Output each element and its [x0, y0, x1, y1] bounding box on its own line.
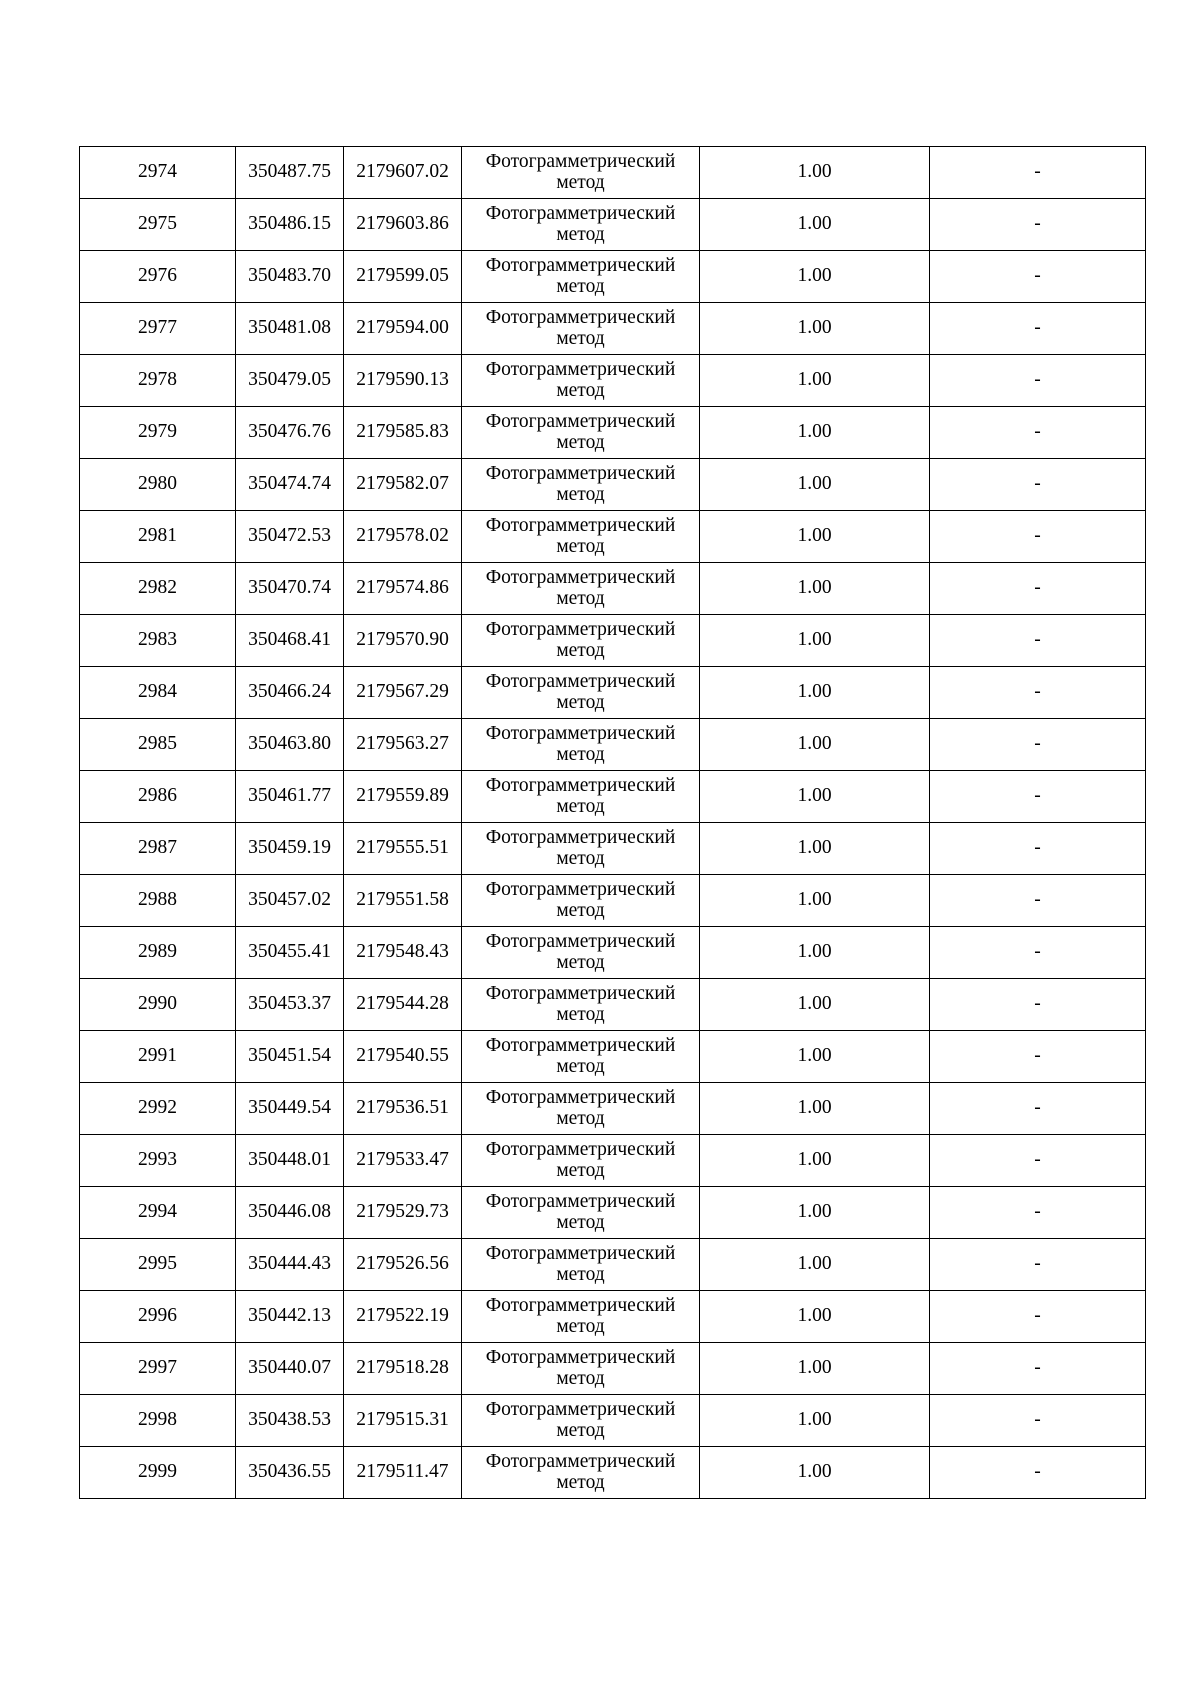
method-cell	[462, 1135, 700, 1187]
method-line-1: Фотограмметрический	[485, 515, 676, 537]
method-cell	[462, 563, 700, 615]
accuracy-cell: 1.00	[700, 563, 930, 615]
point-number-cell: 2979	[80, 407, 236, 459]
note-cell: -	[930, 303, 1146, 355]
x-coordinate-cell: 350463.80	[236, 719, 344, 771]
y-coordinate-cell: 2179540.55	[344, 1031, 462, 1083]
note-cell: -	[930, 147, 1146, 199]
method-line-2: метод	[556, 743, 605, 765]
accuracy-cell: 1.00	[700, 771, 930, 823]
point-number-cell: 2988	[80, 875, 236, 927]
note-cell: -	[930, 1395, 1146, 1447]
method-line-1: Фотограмметрический	[485, 307, 676, 329]
method-cell	[462, 407, 700, 459]
method-line-1: Фотограмметрический	[485, 567, 676, 589]
x-coordinate-cell: 350444.43	[236, 1239, 344, 1291]
table-row	[80, 667, 1146, 719]
table-row	[80, 615, 1146, 667]
y-coordinate-cell: 2179555.51	[344, 823, 462, 875]
x-coordinate-cell: 350436.55	[236, 1447, 344, 1499]
table-row	[80, 147, 1146, 199]
method-line-1: Фотограмметрический	[485, 151, 676, 173]
method-line-2: метод	[556, 431, 605, 453]
table-row	[80, 771, 1146, 823]
method-line-1: Фотограмметрический	[485, 1191, 676, 1213]
method-line-2: метод	[556, 223, 605, 245]
method-cell	[462, 199, 700, 251]
method-line-2: метод	[556, 899, 605, 921]
accuracy-cell: 1.00	[700, 199, 930, 251]
x-coordinate-cell: 350446.08	[236, 1187, 344, 1239]
method-line-2: метод	[556, 171, 605, 193]
method-line-1: Фотограмметрический	[485, 359, 676, 381]
x-coordinate-cell: 350466.24	[236, 667, 344, 719]
method-line-2: метод	[556, 1003, 605, 1025]
x-coordinate-cell: 350486.15	[236, 199, 344, 251]
point-number-cell: 2981	[80, 511, 236, 563]
x-coordinate-cell: 350457.02	[236, 875, 344, 927]
method-line-1: Фотограмметрический	[485, 775, 676, 797]
method-cell	[462, 719, 700, 771]
accuracy-cell: 1.00	[700, 1239, 930, 1291]
y-coordinate-cell: 2179548.43	[344, 927, 462, 979]
note-cell: -	[930, 1343, 1146, 1395]
x-coordinate-cell: 350453.37	[236, 979, 344, 1031]
method-cell	[462, 1031, 700, 1083]
x-coordinate-cell: 350479.05	[236, 355, 344, 407]
point-number-cell: 2983	[80, 615, 236, 667]
note-cell: -	[930, 1291, 1146, 1343]
coordinates-table-body	[80, 147, 1146, 1499]
note-cell: -	[930, 199, 1146, 251]
method-line-1: Фотограмметрический	[485, 203, 676, 225]
method-line-2: метод	[556, 951, 605, 973]
table-row	[80, 823, 1146, 875]
table-row	[80, 199, 1146, 251]
x-coordinate-cell: 350472.53	[236, 511, 344, 563]
method-line-2: метод	[556, 1159, 605, 1181]
method-line-2: метод	[556, 1419, 605, 1441]
method-line-1: Фотограмметрический	[485, 723, 676, 745]
table-row	[80, 1291, 1146, 1343]
table-row	[80, 355, 1146, 407]
method-line-1: Фотограмметрический	[485, 879, 676, 901]
method-line-1: Фотограмметрический	[485, 1243, 676, 1265]
method-cell	[462, 1447, 700, 1499]
method-line-1: Фотограмметрический	[485, 1139, 676, 1161]
method-line-1: Фотограмметрический	[485, 463, 676, 485]
y-coordinate-cell: 2179585.83	[344, 407, 462, 459]
point-number-cell: 2978	[80, 355, 236, 407]
note-cell: -	[930, 615, 1146, 667]
method-cell	[462, 1083, 700, 1135]
method-cell	[462, 147, 700, 199]
y-coordinate-cell: 2179567.29	[344, 667, 462, 719]
x-coordinate-cell: 350442.13	[236, 1291, 344, 1343]
method-line-1: Фотограмметрический	[485, 827, 676, 849]
method-line-2: метод	[556, 691, 605, 713]
method-cell	[462, 1343, 700, 1395]
note-cell: -	[930, 1135, 1146, 1187]
method-cell	[462, 511, 700, 563]
method-line-1: Фотограмметрический	[485, 671, 676, 693]
method-cell	[462, 615, 700, 667]
x-coordinate-cell: 350448.01	[236, 1135, 344, 1187]
accuracy-cell: 1.00	[700, 511, 930, 563]
accuracy-cell: 1.00	[700, 251, 930, 303]
accuracy-cell: 1.00	[700, 1187, 930, 1239]
x-coordinate-cell: 350474.74	[236, 459, 344, 511]
method-line-2: метод	[556, 1315, 605, 1337]
y-coordinate-cell: 2179551.58	[344, 875, 462, 927]
table-row	[80, 251, 1146, 303]
note-cell: -	[930, 1083, 1146, 1135]
x-coordinate-cell: 350476.76	[236, 407, 344, 459]
point-number-cell: 2998	[80, 1395, 236, 1447]
method-line-1: Фотограмметрический	[485, 1399, 676, 1421]
point-number-cell: 2994	[80, 1187, 236, 1239]
method-line-1: Фотограмметрический	[485, 983, 676, 1005]
table-row	[80, 875, 1146, 927]
y-coordinate-cell: 2179574.86	[344, 563, 462, 615]
note-cell: -	[930, 1187, 1146, 1239]
method-line-2: метод	[556, 1263, 605, 1285]
method-line-1: Фотограмметрический	[485, 619, 676, 641]
accuracy-cell: 1.00	[700, 1135, 930, 1187]
note-cell: -	[930, 563, 1146, 615]
table-row	[80, 1031, 1146, 1083]
y-coordinate-cell: 2179599.05	[344, 251, 462, 303]
method-line-1: Фотограмметрический	[485, 1087, 676, 1109]
accuracy-cell: 1.00	[700, 407, 930, 459]
point-number-cell: 2985	[80, 719, 236, 771]
point-number-cell: 2986	[80, 771, 236, 823]
accuracy-cell: 1.00	[700, 927, 930, 979]
y-coordinate-cell: 2179578.02	[344, 511, 462, 563]
accuracy-cell: 1.00	[700, 875, 930, 927]
note-cell: -	[930, 719, 1146, 771]
note-cell: -	[930, 823, 1146, 875]
accuracy-cell: 1.00	[700, 459, 930, 511]
table-row	[80, 1187, 1146, 1239]
note-cell: -	[930, 1239, 1146, 1291]
method-line-2: метод	[556, 1107, 605, 1129]
x-coordinate-cell: 350451.54	[236, 1031, 344, 1083]
x-coordinate-cell: 350470.74	[236, 563, 344, 615]
y-coordinate-cell: 2179526.56	[344, 1239, 462, 1291]
y-coordinate-cell: 2179536.51	[344, 1083, 462, 1135]
accuracy-cell: 1.00	[700, 355, 930, 407]
x-coordinate-cell: 350483.70	[236, 251, 344, 303]
method-line-2: метод	[556, 483, 605, 505]
point-number-cell: 2996	[80, 1291, 236, 1343]
table-row	[80, 407, 1146, 459]
note-cell: -	[930, 771, 1146, 823]
method-line-2: метод	[556, 587, 605, 609]
method-cell	[462, 355, 700, 407]
note-cell: -	[930, 927, 1146, 979]
point-number-cell: 2992	[80, 1083, 236, 1135]
accuracy-cell: 1.00	[700, 1291, 930, 1343]
point-number-cell: 2995	[80, 1239, 236, 1291]
table-row	[80, 459, 1146, 511]
point-number-cell: 2977	[80, 303, 236, 355]
y-coordinate-cell: 2179522.19	[344, 1291, 462, 1343]
y-coordinate-cell: 2179518.28	[344, 1343, 462, 1395]
accuracy-cell: 1.00	[700, 303, 930, 355]
accuracy-cell: 1.00	[700, 1083, 930, 1135]
method-line-2: метод	[556, 1471, 605, 1493]
method-cell	[462, 1395, 700, 1447]
point-number-cell: 2990	[80, 979, 236, 1031]
x-coordinate-cell: 350455.41	[236, 927, 344, 979]
x-coordinate-cell: 350449.54	[236, 1083, 344, 1135]
method-line-2: метод	[556, 639, 605, 661]
x-coordinate-cell: 350487.75	[236, 147, 344, 199]
y-coordinate-cell: 2179515.31	[344, 1395, 462, 1447]
accuracy-cell: 1.00	[700, 1031, 930, 1083]
point-number-cell: 2982	[80, 563, 236, 615]
note-cell: -	[930, 667, 1146, 719]
table-row	[80, 1447, 1146, 1499]
method-cell	[462, 251, 700, 303]
table-row	[80, 719, 1146, 771]
accuracy-cell: 1.00	[700, 1447, 930, 1499]
method-line-2: метод	[556, 1055, 605, 1077]
method-line-1: Фотограмметрический	[485, 931, 676, 953]
point-number-cell: 2997	[80, 1343, 236, 1395]
table-row	[80, 303, 1146, 355]
method-cell	[462, 927, 700, 979]
method-cell	[462, 1239, 700, 1291]
method-cell	[462, 823, 700, 875]
table-row	[80, 1343, 1146, 1395]
table-row	[80, 1239, 1146, 1291]
method-line-2: метод	[556, 379, 605, 401]
x-coordinate-cell: 350440.07	[236, 1343, 344, 1395]
note-cell: -	[930, 355, 1146, 407]
note-cell: -	[930, 875, 1146, 927]
method-line-1: Фотограмметрический	[485, 1347, 676, 1369]
point-number-cell: 2987	[80, 823, 236, 875]
method-line-2: метод	[556, 1211, 605, 1233]
y-coordinate-cell: 2179563.27	[344, 719, 462, 771]
method-cell	[462, 459, 700, 511]
accuracy-cell: 1.00	[700, 1395, 930, 1447]
method-line-2: метод	[556, 535, 605, 557]
y-coordinate-cell: 2179529.73	[344, 1187, 462, 1239]
y-coordinate-cell: 2179603.86	[344, 199, 462, 251]
y-coordinate-cell: 2179570.90	[344, 615, 462, 667]
table-row	[80, 979, 1146, 1031]
note-cell: -	[930, 1031, 1146, 1083]
y-coordinate-cell: 2179544.28	[344, 979, 462, 1031]
y-coordinate-cell: 2179559.89	[344, 771, 462, 823]
point-number-cell: 2991	[80, 1031, 236, 1083]
method-cell	[462, 1291, 700, 1343]
table-row	[80, 563, 1146, 615]
point-number-cell: 2993	[80, 1135, 236, 1187]
method-line-2: метод	[556, 795, 605, 817]
method-line-1: Фотограмметрический	[485, 411, 676, 433]
accuracy-cell: 1.00	[700, 147, 930, 199]
point-number-cell: 2984	[80, 667, 236, 719]
table-row	[80, 511, 1146, 563]
y-coordinate-cell: 2179511.47	[344, 1447, 462, 1499]
x-coordinate-cell: 350461.77	[236, 771, 344, 823]
x-coordinate-cell: 350459.19	[236, 823, 344, 875]
table-row	[80, 1135, 1146, 1187]
accuracy-cell: 1.00	[700, 1343, 930, 1395]
y-coordinate-cell: 2179607.02	[344, 147, 462, 199]
accuracy-cell: 1.00	[700, 979, 930, 1031]
method-cell	[462, 1187, 700, 1239]
note-cell: -	[930, 979, 1146, 1031]
x-coordinate-cell: 350481.08	[236, 303, 344, 355]
note-cell: -	[930, 1447, 1146, 1499]
x-coordinate-cell: 350468.41	[236, 615, 344, 667]
table-row	[80, 1395, 1146, 1447]
method-line-2: метод	[556, 1367, 605, 1389]
method-cell	[462, 875, 700, 927]
accuracy-cell: 1.00	[700, 719, 930, 771]
method-line-1: Фотограмметрический	[485, 255, 676, 277]
y-coordinate-cell: 2179582.07	[344, 459, 462, 511]
accuracy-cell: 1.00	[700, 667, 930, 719]
table-row	[80, 927, 1146, 979]
accuracy-cell: 1.00	[700, 615, 930, 667]
point-number-cell: 2975	[80, 199, 236, 251]
point-number-cell: 2974	[80, 147, 236, 199]
note-cell: -	[930, 251, 1146, 303]
point-number-cell: 2989	[80, 927, 236, 979]
method-line-2: метод	[556, 847, 605, 869]
method-cell	[462, 771, 700, 823]
point-number-cell: 2980	[80, 459, 236, 511]
y-coordinate-cell: 2179594.00	[344, 303, 462, 355]
method-cell	[462, 667, 700, 719]
note-cell: -	[930, 407, 1146, 459]
method-line-1: Фотограмметрический	[485, 1035, 676, 1057]
y-coordinate-cell: 2179533.47	[344, 1135, 462, 1187]
y-coordinate-cell: 2179590.13	[344, 355, 462, 407]
method-cell	[462, 979, 700, 1031]
method-line-2: метод	[556, 327, 605, 349]
point-number-cell: 2976	[80, 251, 236, 303]
method-line-2: метод	[556, 275, 605, 297]
accuracy-cell: 1.00	[700, 823, 930, 875]
point-number-cell: 2999	[80, 1447, 236, 1499]
table-row	[80, 1083, 1146, 1135]
note-cell: -	[930, 459, 1146, 511]
method-cell	[462, 303, 700, 355]
note-cell: -	[930, 511, 1146, 563]
method-line-1: Фотограмметрический	[485, 1451, 676, 1473]
x-coordinate-cell: 350438.53	[236, 1395, 344, 1447]
coordinates-table	[79, 146, 1146, 1499]
method-line-1: Фотограмметрический	[485, 1295, 676, 1317]
